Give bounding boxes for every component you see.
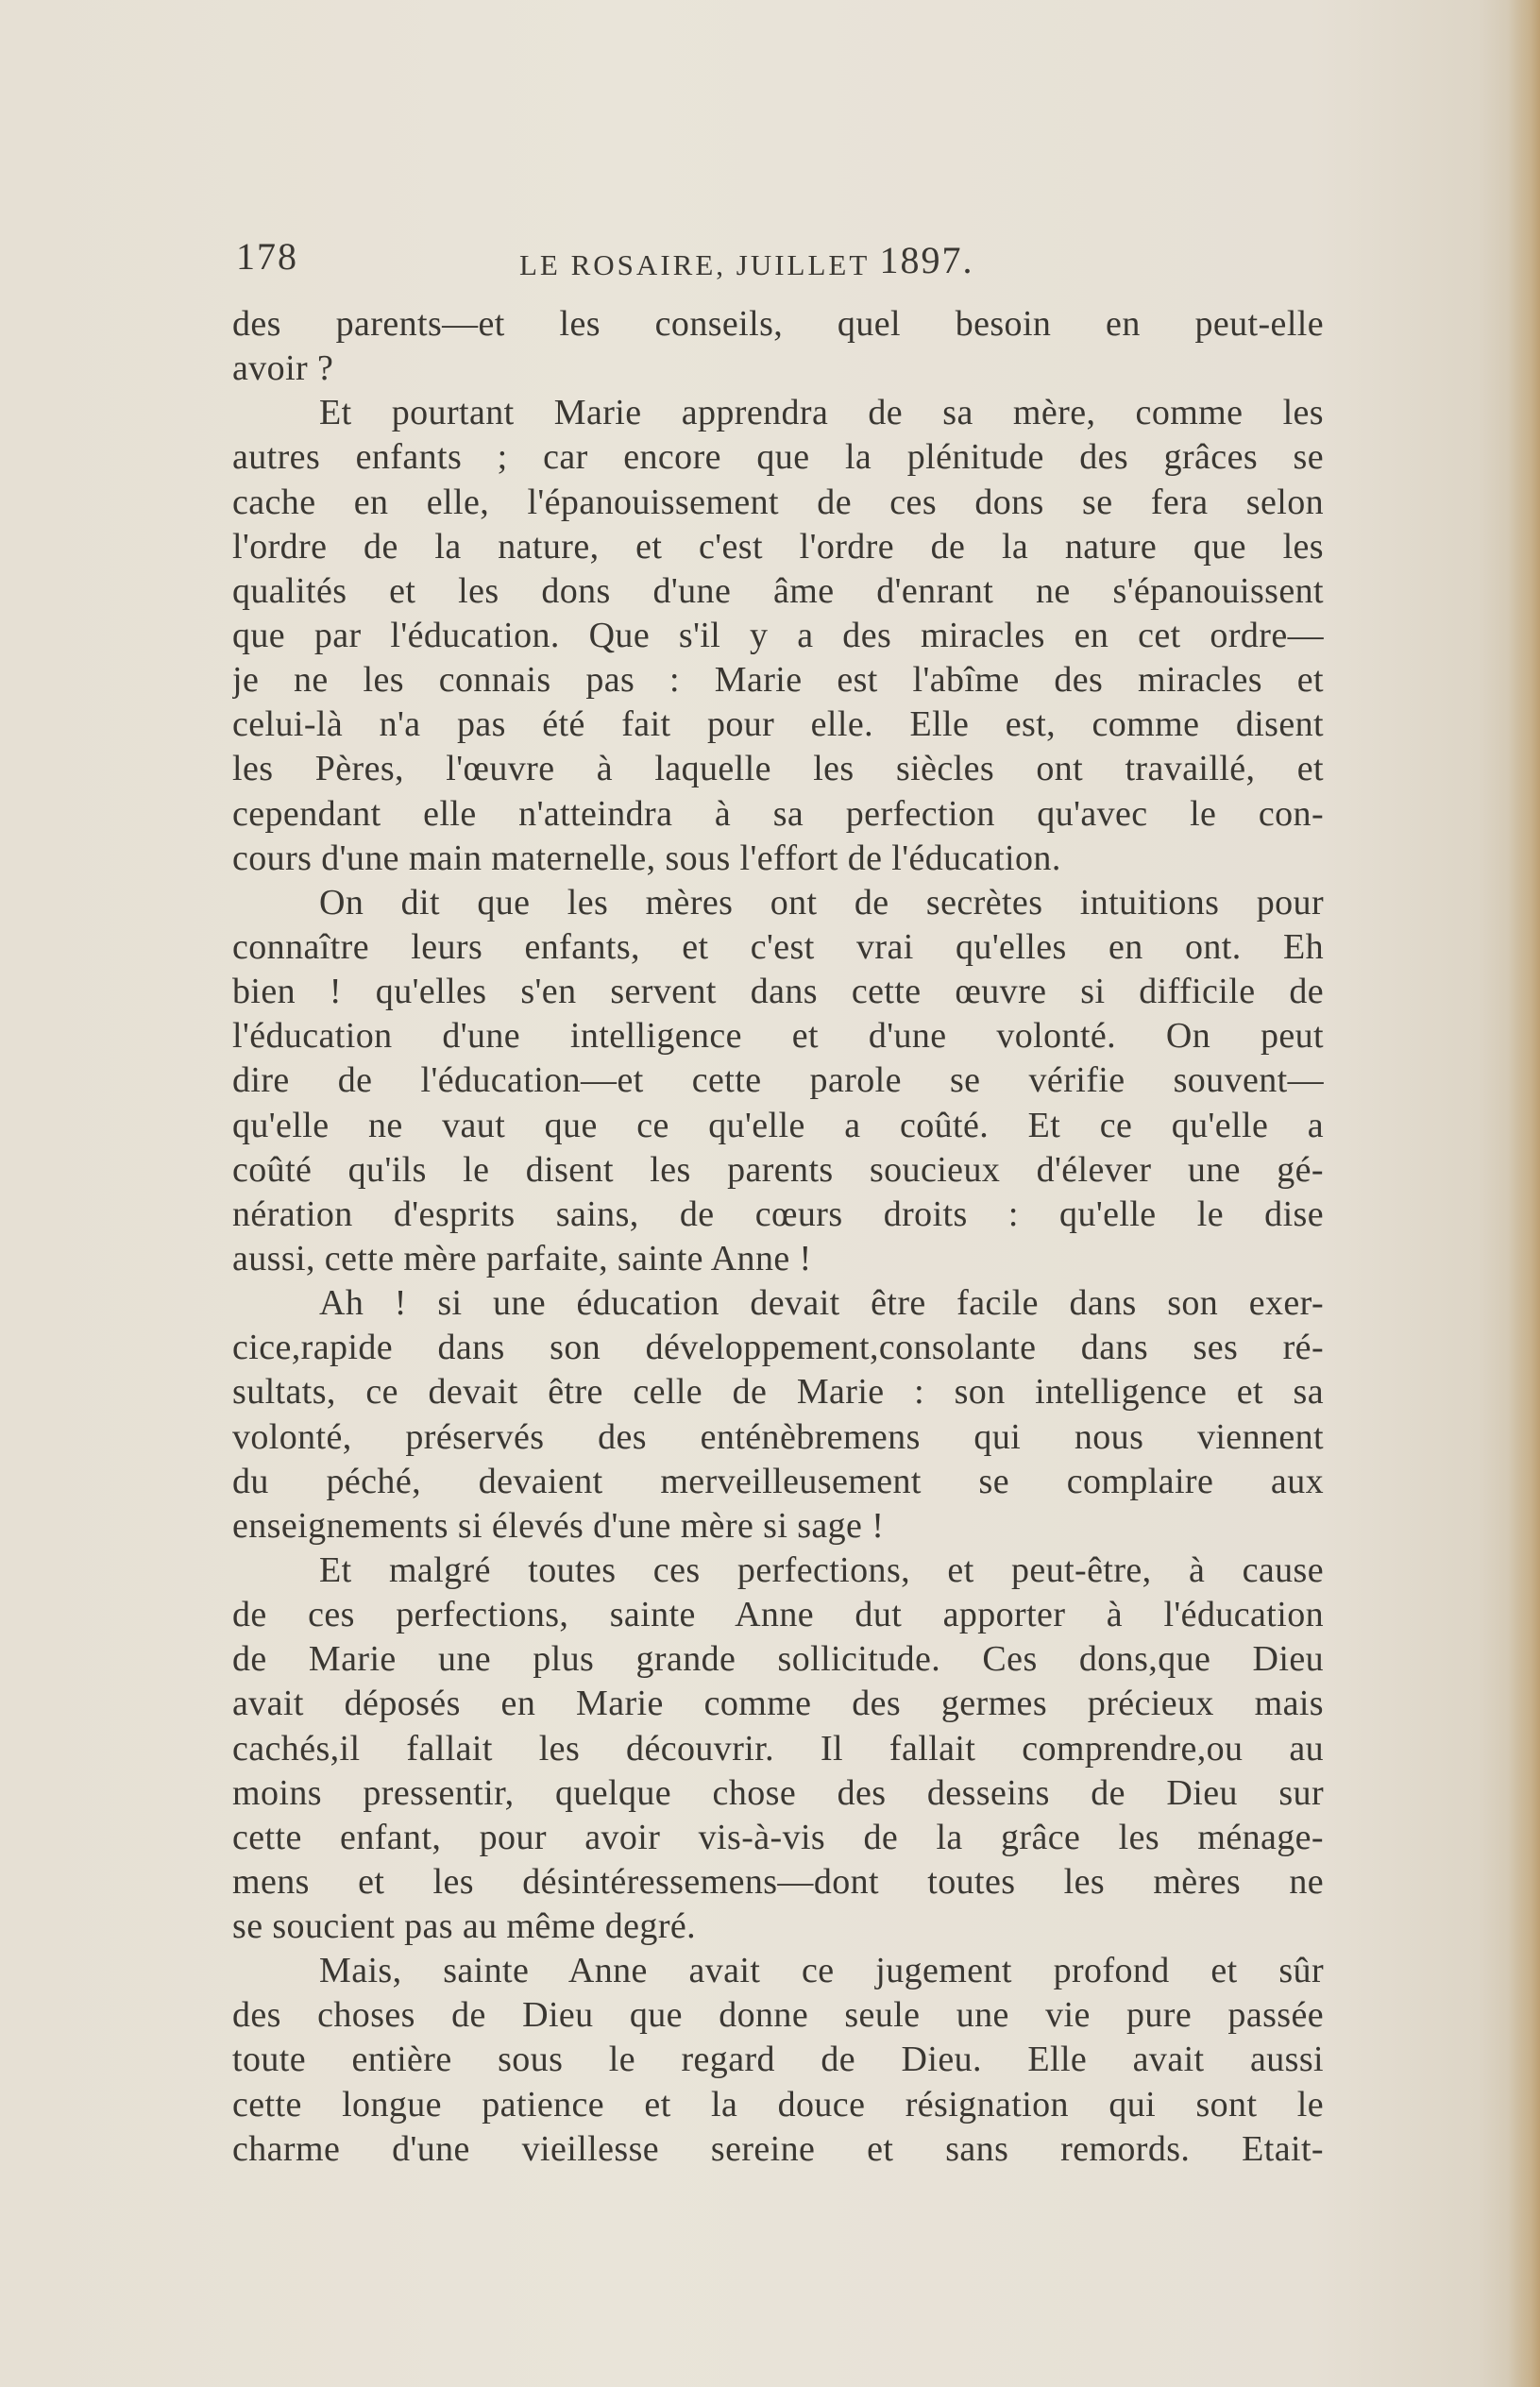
text-line: qualités et les dons d'une âme d'enrant ne s'épanouissent — [232, 570, 1324, 611]
running-title-text: LE ROSAIRE, JUILLET — [519, 248, 880, 281]
running-title — [519, 240, 973, 284]
text-line: bien ! qu'elles s'en servent dans cette œuvre si difficile de — [232, 972, 1324, 1012]
text-line: connaître leurs enfants, et c'est vrai qu'elles en ont. Eh — [232, 926, 1324, 967]
text-line: dire de l'éducation—et cette parole se vérifie souvent— — [232, 1060, 1324, 1101]
text-line: celui-là n'a pas été fait pour elle. Elle est, comme disent — [232, 704, 1324, 745]
text-line: des choses de Dieu que donne seule une vie pure passée — [232, 1995, 1324, 2036]
text-line: volonté, préservés des enténèbremens qui nous viennent — [232, 1416, 1324, 1457]
text-line: cours d'une main maternelle, sous l'effort de l'éducation. — [232, 838, 1061, 878]
text-line: cette longue patience et la douce résignation qui sont le — [232, 2084, 1324, 2125]
text-line: On dit que les mères ont de secrètes intuitions pour — [319, 882, 1324, 923]
text-line: aussi, cette mère parfaite, sainte Anne ! — [232, 1238, 812, 1278]
body-text — [232, 302, 1324, 2172]
text-line: cette enfant, pour avoir vis-à-vis de la grâce les ménage- — [232, 1817, 1324, 1857]
text-line: l'ordre de la nature, et c'est l'ordre de la nature que les — [232, 526, 1324, 567]
text-line: l'éducation d'une intelligence et d'une volonté. On peut — [232, 1016, 1324, 1057]
text-line: Et pourtant Marie apprendra de sa mère, comme les — [319, 393, 1324, 433]
text-line: avoir ? — [232, 348, 334, 389]
text-line: Ah ! si une éducation devait être facile dans son exer- — [319, 1283, 1324, 1324]
text-line: cependant elle n'atteindra à sa perfection qu'avec le con- — [232, 793, 1324, 834]
text-line: que par l'éducation. Que s'il y a des miracles en cet ordre— — [232, 615, 1324, 655]
text-line: qu'elle ne vaut que ce qu'elle a coûté. Et ce qu'elle a — [232, 1105, 1324, 1145]
text-line: coûté qu'ils le disent les parents soucieux d'élever une gé- — [232, 1149, 1324, 1190]
text-line: charme d'une vieillesse sereine et sans remords. Etait- — [232, 2128, 1324, 2169]
text-line: enseignements si élevés d'une mère si sage ! — [232, 1505, 885, 1546]
running-title-year: 1897. — [879, 239, 974, 281]
text-line: cachés,il fallait les découvrir. Il fallait comprendre,ou au — [232, 1728, 1324, 1769]
text-line: toute entière sous le regard de Dieu. Elle avait aussi — [232, 2040, 1324, 2080]
text-line: avait déposés en Marie comme des germes précieux mais — [232, 1684, 1324, 1724]
running-header — [236, 234, 1048, 281]
text-line: Et malgré toutes ces perfections, et peut-être, à cause — [319, 1549, 1324, 1590]
text-line: je ne les connais pas : Marie est l'abîme des miracles et — [232, 660, 1324, 701]
page-number: 178 — [236, 235, 298, 278]
text-line: autres enfants ; car encore que la plénitude des grâces se — [232, 437, 1324, 478]
page-edge-shadow — [1508, 0, 1540, 2387]
text-line: mens et les désintéressemens—dont toutes les mères ne — [232, 1861, 1324, 1902]
text-line: de ces perfections, sainte Anne dut apporter à l'éducation — [232, 1595, 1324, 1635]
text-line: cache en elle, l'épanouissement de ces dons se fera selon — [232, 482, 1324, 522]
text-line: se soucient pas au même degré. — [232, 1906, 697, 1947]
text-line: du péché, devaient merveilleusement se complaire aux — [232, 1461, 1324, 1501]
text-line: des parents—et les conseils, quel besoin en peut-elle — [232, 304, 1324, 344]
text-line: de Marie une plus grande sollicitude. Ces dons,que Dieu — [232, 1639, 1324, 1680]
text-line: nération d'esprits sains, de cœurs droits : qu'elle le dise — [232, 1194, 1324, 1234]
text-line: moins pressentir, quelque chose des desseins de Dieu sur — [232, 1772, 1324, 1813]
text-line: sultats, ce devait être celle de Marie : son intelligence et sa — [232, 1372, 1324, 1413]
text-line: les Pères, l'œuvre à laquelle les siècles ont travaillé, et — [232, 749, 1324, 789]
text-line: cice,rapide dans son développement,consolante dans ses ré- — [232, 1328, 1324, 1368]
text-line: Mais, sainte Anne avait ce jugement profond et sûr — [319, 1951, 1324, 1991]
